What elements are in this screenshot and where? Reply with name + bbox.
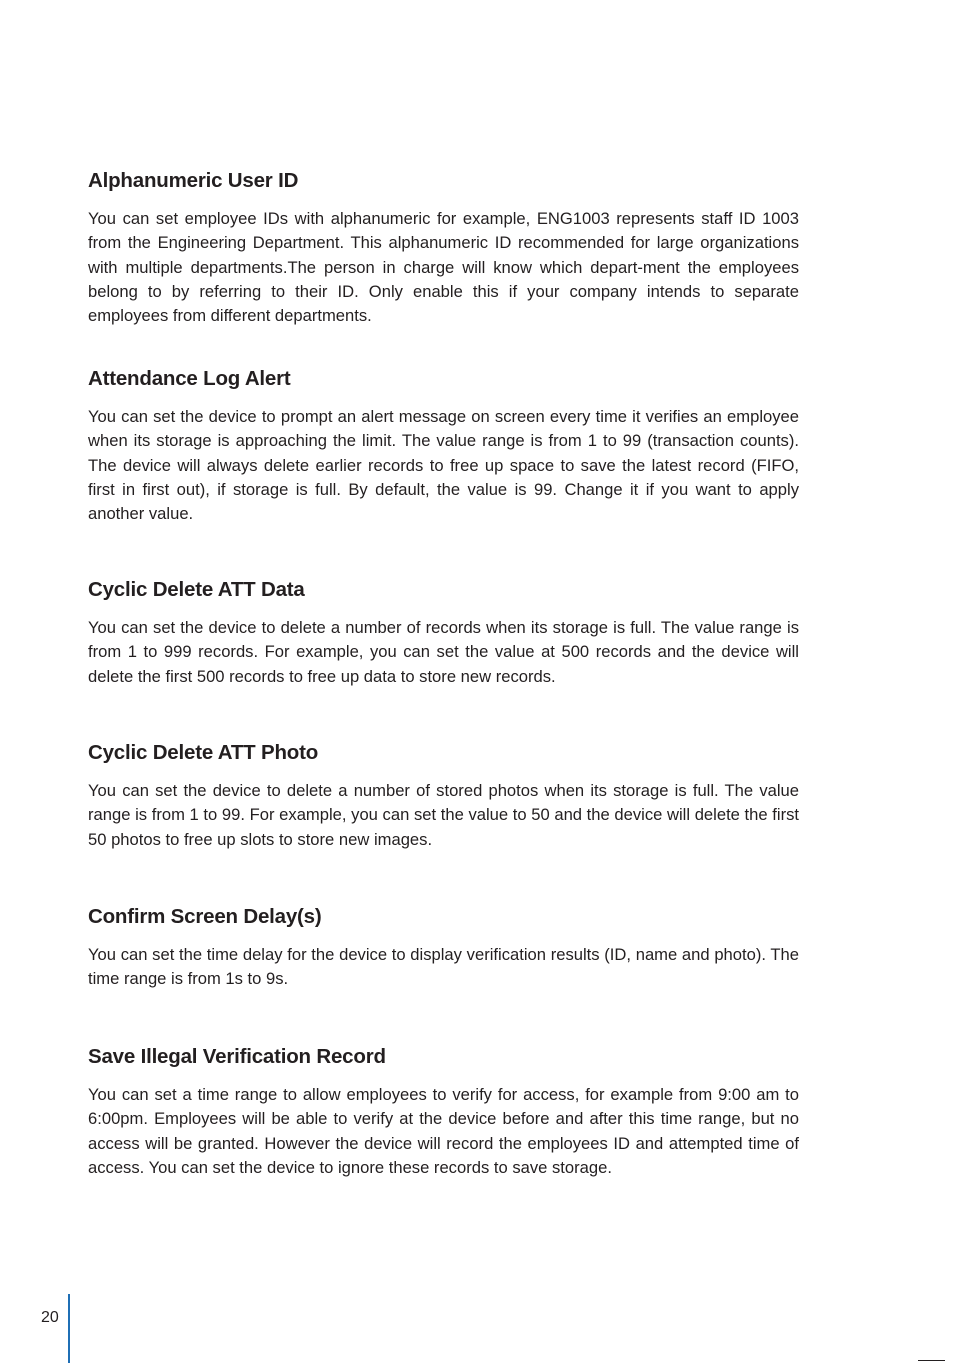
- section-heading: Save Illegal Verification Record: [88, 1045, 386, 1068]
- section-heading: Alphanumeric User ID: [88, 169, 299, 192]
- section-save-illegal-verification-record: [88, 1044, 799, 1180]
- section-body: You can set the device to delete a number of stored photos when its storage is full. The value range is from 1 to 99. For example, you can set the value to 50 and the device will delete the first 50 photos to free up slots to store new images.: [88, 781, 799, 849]
- section-cyclic-delete-att-data: [88, 577, 799, 689]
- section-cyclic-delete-att-photo: [88, 740, 799, 852]
- section-confirm-screen-delay: [88, 904, 799, 992]
- page-number: 20: [41, 1309, 59, 1326]
- page-number-rule: [68, 1294, 70, 1363]
- section-heading: Cyclic Delete ATT Data: [88, 578, 305, 601]
- section-body: You can set employee IDs with alphanumeric for example, ENG1003 represents staff ID 1003 from the Engineering Department. This alphanumeric ID recommended for large organizations with multiple departments.The person in charge will know which depart-ment the employees belong to by referring to their ID. Only enable this if your company intends to separate employees from different departments.: [88, 209, 799, 326]
- corner-rule: [918, 1360, 945, 1361]
- section-alphanumeric-user-id: [88, 168, 799, 328]
- section-body: You can set the time delay for the device to display verification results (ID, name and photo). The time range is from 1s to 9s.: [88, 945, 799, 989]
- section-heading: Attendance Log Alert: [88, 367, 291, 390]
- section-body: You can set the device to delete a number of records when its storage is full. The value range is from 1 to 999 records. For example, you can set the value at 500 records and the device will delete the first 500 records to free up data to store new records.: [88, 618, 799, 686]
- section-body: You can set a time range to allow employees to verify for access, for example from 9:00 am to 6:00pm. Employees will be able to verify at the device before and after this time range, but no access will be granted. However the device will record the employees ID and attempted time of access. You can set the device to ignore these records to save storage.: [88, 1085, 799, 1177]
- section-attendance-log-alert: [88, 366, 799, 526]
- section-heading: Confirm Screen Delay(s): [88, 905, 322, 928]
- section-heading: Cyclic Delete ATT Photo: [88, 741, 319, 764]
- section-body: You can set the device to prompt an alert message on screen every time it verifies an employee when its storage is approaching the limit. The value range is from 1 to 99 (transaction counts). The device will always delete earlier records to free up space to save the latest record (FIFO, first in first out), if storage is full. By default, the value is 99. Change it if you want to apply another value.: [88, 407, 799, 524]
